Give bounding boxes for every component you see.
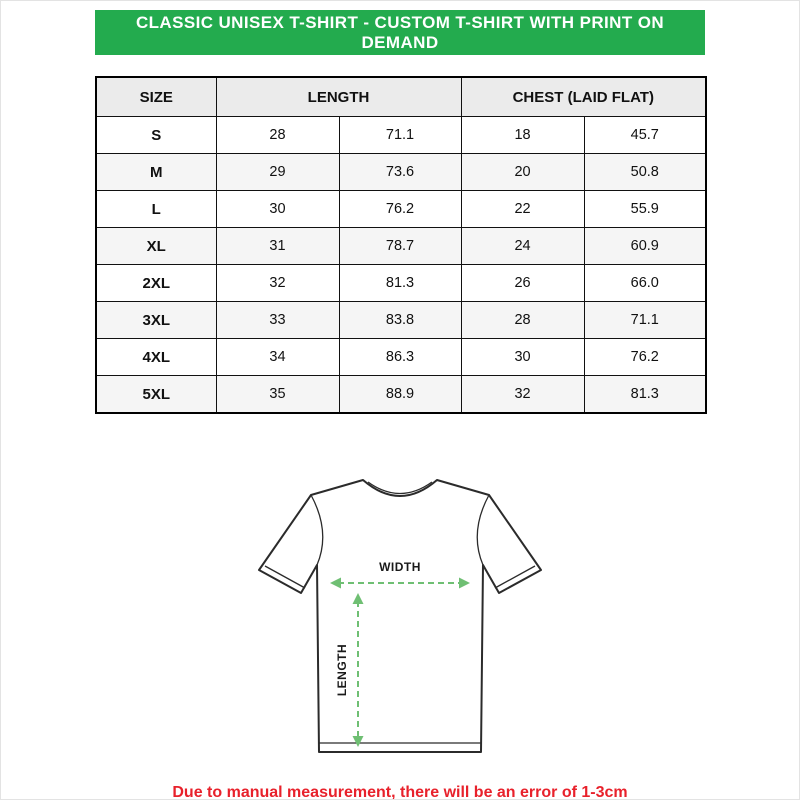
table-row [96,376,706,414]
length-cm-cell: 76.2 [339,191,461,228]
length-in-cell: 30 [216,191,339,228]
chest-in-cell: 28 [461,302,584,339]
table-row [96,265,706,302]
tshirt-measurement-diagram [95,462,705,772]
measurement-disclaimer: Due to manual measurement, there will be an error of 1-3cm [172,784,628,800]
length-cm-cell: 83.8 [339,302,461,339]
tshirt-diagram-icon [250,462,550,772]
size-cell: M [96,154,216,191]
chest-cm-cell: 81.3 [584,376,706,414]
chest-in-cell: 26 [461,265,584,302]
chest-in-cell: 18 [461,117,584,154]
chest-cm-cell: 45.7 [584,117,706,154]
page-title: CLASSIC UNISEX T-SHIRT - CUSTOM T-SHIRT WITH PRINT ON DEMAND [135,12,665,52]
chest-in-cell: 24 [461,228,584,265]
chest-cm-cell: 76.2 [584,339,706,376]
size-cell: 2XL [96,265,216,302]
table-row [96,228,706,265]
length-cm-cell: 73.6 [339,154,461,191]
length-in-cell: 33 [216,302,339,339]
length-cm-cell: 86.3 [339,339,461,376]
header-chest: CHEST (LAID FLAT) [461,77,706,117]
length-in-cell: 31 [216,228,339,265]
size-cell: L [96,191,216,228]
header-size: SIZE [96,77,216,117]
title-banner [95,10,705,55]
length-in-cell: 32 [216,265,339,302]
table-row [96,154,706,191]
chest-in-cell: 32 [461,376,584,414]
table-row [96,117,706,154]
chest-cm-cell: 60.9 [584,228,706,265]
length-in-cell: 34 [216,339,339,376]
table-row [96,339,706,376]
length-cm-cell: 78.7 [339,228,461,265]
table-header-row [96,77,706,117]
chest-in-cell: 22 [461,191,584,228]
length-cm-cell: 71.1 [339,117,461,154]
size-cell: S [96,117,216,154]
size-chart-table [95,76,707,414]
chest-cm-cell: 55.9 [584,191,706,228]
size-cell: 5XL [96,376,216,414]
size-cell: XL [96,228,216,265]
width-label: WIDTH [379,560,421,574]
length-cm-cell: 81.3 [339,265,461,302]
table-row [96,302,706,339]
tshirt-outline-icon [259,480,541,752]
size-cell: 3XL [96,302,216,339]
length-in-cell: 35 [216,376,339,414]
chest-cm-cell: 66.0 [584,265,706,302]
length-cm-cell: 88.9 [339,376,461,414]
length-label: LENGTH [335,643,349,697]
length-in-cell: 28 [216,117,339,154]
length-in-cell: 29 [216,154,339,191]
table-row [96,191,706,228]
size-cell: 4XL [96,339,216,376]
chest-in-cell: 30 [461,339,584,376]
chest-cm-cell: 71.1 [584,302,706,339]
header-length: LENGTH [216,77,461,117]
chest-in-cell: 20 [461,154,584,191]
chest-cm-cell: 50.8 [584,154,706,191]
